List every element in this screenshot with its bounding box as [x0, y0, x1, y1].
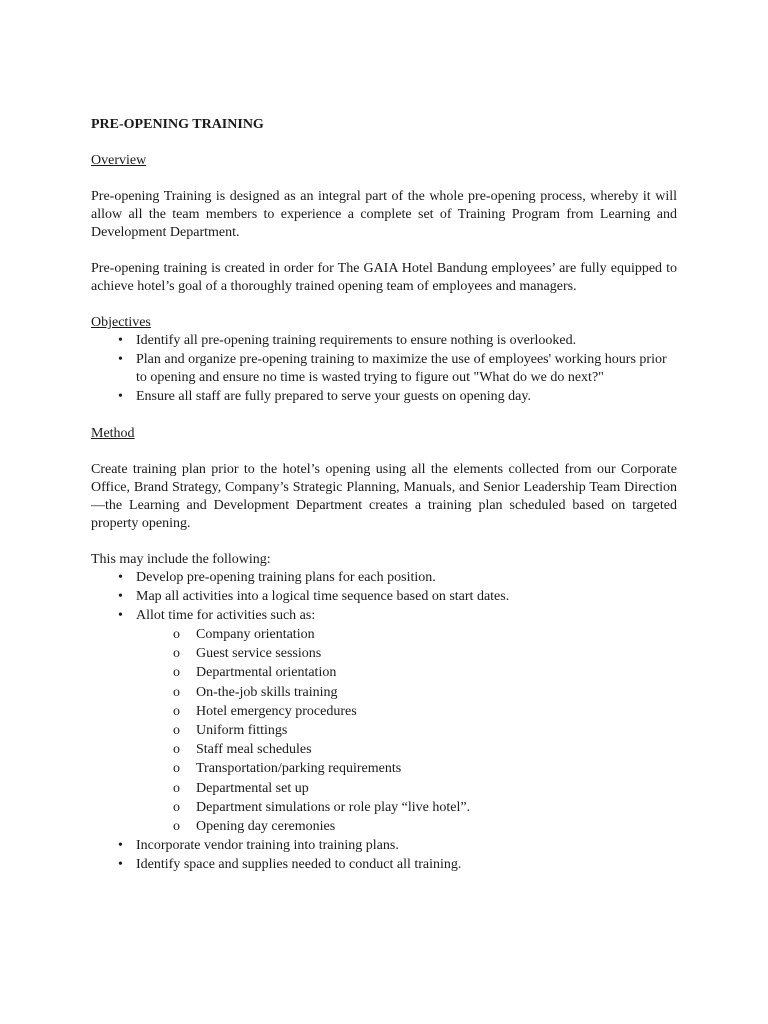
list-item-text: Map all activities into a logical time sequence based on start dates. [136, 589, 510, 604]
list-item-text: Develop pre-opening training plans for each position. [136, 570, 436, 585]
circle-bullet-icon: o [173, 818, 180, 834]
objectives-list [91, 332, 677, 406]
sublist-item [136, 780, 677, 798]
sublist-item-text: Guest service sessions [196, 646, 322, 662]
sublist-item [136, 760, 677, 778]
document-page [91, 116, 677, 875]
overview-heading: Overview [91, 153, 147, 168]
method-paragraph: Create training plan prior to the hotel’s opening using all the elements collected from our Corporate Office, Brand Strategy, Company’s Strategic Planning, Manuals, and Senior Leadership Team Direction—the Learning and Development Department creates a training plan scheduled based on targeted property opening. [91, 462, 677, 531]
circle-bullet-icon: o [173, 722, 180, 738]
circle-bullet-icon: o [173, 703, 180, 719]
list-item [91, 607, 677, 836]
sublist-item [136, 703, 677, 721]
list-item [91, 388, 677, 406]
circle-bullet-icon: o [173, 761, 180, 777]
bullet-icon: • [118, 838, 123, 854]
circle-bullet-icon: o [173, 742, 180, 758]
list-item [91, 332, 677, 350]
circle-bullet-icon: o [173, 799, 180, 815]
list-item [91, 588, 677, 606]
sublist-item-text: Departmental orientation [196, 665, 337, 681]
list-item-text: Incorporate vendor training into training plans. [136, 838, 399, 854]
method-list [91, 569, 677, 874]
list-item [91, 837, 677, 855]
objectives-heading: Objectives [91, 315, 151, 330]
sublist-item [136, 741, 677, 759]
list-item-text: Identify space and supplies needed to conduct all training. [136, 857, 462, 873]
method-intro: This may include the following: [91, 552, 271, 567]
list-item [91, 856, 677, 874]
sublist-item [136, 664, 677, 682]
sublist-item-text: Department simulations or role play “live hotel”. [196, 799, 471, 815]
bullet-icon: • [118, 333, 123, 348]
circle-bullet-icon: o [173, 627, 180, 642]
activities-sublist [136, 626, 677, 836]
list-item-text: Identify all pre-opening training requirements to ensure nothing is overlooked. [136, 333, 577, 348]
method-heading: Method [91, 426, 135, 441]
circle-bullet-icon: o [173, 665, 180, 681]
sublist-item [136, 818, 677, 836]
circle-bullet-icon: o [173, 780, 180, 796]
sublist-item [136, 626, 677, 644]
list-item-text: Plan and organize pre-opening training to maximize the use of employees' working hours prior to opening and ensure no time is wasted trying to figure out "What do we do next?" [136, 352, 667, 385]
sublist-item-text: Staff meal schedules [196, 742, 312, 758]
sublist-item [136, 684, 677, 702]
sublist-item-text: On-the-job skills training [196, 684, 338, 700]
list-item-text: Ensure all staff are fully prepared to serve your guests on opening day. [136, 389, 531, 404]
list-item [91, 569, 677, 587]
sublist-item-text: Transportation/parking requirements [196, 761, 402, 777]
circle-bullet-icon: o [173, 646, 180, 662]
sublist-item [136, 799, 677, 817]
sublist-item-text: Company orientation [196, 627, 315, 642]
document-title: PRE-OPENING TRAINING [91, 117, 264, 132]
sublist-item [136, 645, 677, 663]
sublist-item-text: Departmental set up [196, 780, 309, 796]
list-item [91, 351, 677, 387]
sublist-item-text: Opening day ceremonies [196, 818, 336, 834]
bullet-icon: • [118, 352, 123, 367]
list-item-text: Allot time for activities such as: [136, 608, 316, 623]
sublist-item [136, 722, 677, 740]
bullet-icon: • [118, 389, 123, 404]
overview-paragraph-2: Pre-opening training is created in order for The GAIA Hotel Bandung employees’ are fully equipped to achieve hotel’s goal of a thoroughly trained opening team of employees and managers. [91, 261, 677, 294]
circle-bullet-icon: o [173, 684, 180, 700]
sublist-item-text: Uniform fittings [196, 722, 288, 738]
bullet-icon: • [118, 570, 123, 585]
overview-paragraph-1: Pre-opening Training is designed as an integral part of the whole pre-opening process, whereby it will allow all the team members to experience a complete set of Training Program from Learning and Development Department. [91, 189, 677, 240]
bullet-icon: • [118, 608, 123, 623]
sublist-item-text: Hotel emergency procedures [196, 703, 357, 719]
bullet-icon: • [118, 857, 123, 873]
bullet-icon: • [118, 589, 123, 604]
